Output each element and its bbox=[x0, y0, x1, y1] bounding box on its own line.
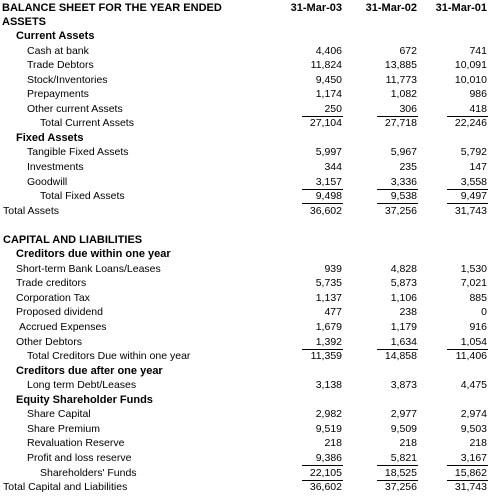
row-value: 36,602 bbox=[309, 481, 342, 494]
row-value: 344 bbox=[324, 160, 342, 173]
row-label: Accrued Expenses bbox=[19, 321, 107, 333]
table-row bbox=[0, 116, 493, 131]
total-rule bbox=[447, 116, 488, 117]
column-header-2002: 31-Mar-02 bbox=[365, 2, 417, 14]
table-row bbox=[0, 233, 493, 248]
row-value: 27,104 bbox=[309, 117, 342, 130]
row-value: 986 bbox=[469, 88, 487, 101]
row-value: 1,179 bbox=[390, 321, 417, 333]
row-value: 36,602 bbox=[309, 204, 342, 217]
row-label: Total Current Assets bbox=[40, 117, 134, 130]
table-row bbox=[0, 451, 493, 466]
row-label: Total Fixed Assets bbox=[40, 190, 125, 203]
row-value: 31,743 bbox=[454, 204, 487, 217]
table-row bbox=[0, 393, 493, 408]
row-value: 218 bbox=[324, 437, 342, 450]
row-value: 218 bbox=[399, 437, 417, 450]
total-rule bbox=[302, 189, 343, 190]
row-value: 418 bbox=[469, 102, 487, 115]
table-row bbox=[0, 378, 493, 393]
row-label: Proposed dividend bbox=[16, 306, 103, 319]
total-rule bbox=[447, 480, 488, 481]
total-rule bbox=[377, 349, 418, 350]
row-value: 5,873 bbox=[390, 277, 417, 290]
table-row bbox=[0, 335, 493, 350]
table-row bbox=[0, 160, 493, 175]
sheet-title bbox=[2, 1, 242, 29]
row-value: 9,386 bbox=[315, 451, 342, 464]
row-value: 15,862 bbox=[454, 466, 487, 479]
row-value: 3,138 bbox=[315, 379, 342, 392]
row-label: CAPITAL AND LIABILITIES bbox=[3, 233, 143, 246]
table-row bbox=[0, 436, 493, 451]
total-rule bbox=[302, 203, 343, 204]
row-value: 218 bbox=[469, 437, 487, 450]
row-value: 0 bbox=[481, 306, 487, 319]
row-value: 1,106 bbox=[390, 291, 417, 304]
total-rule bbox=[302, 349, 343, 350]
row-value: 31,743 bbox=[454, 481, 487, 494]
row-value: 4,406 bbox=[315, 44, 342, 57]
row-label: Equity Shareholder Funds bbox=[16, 393, 153, 406]
row-label: Goodwill bbox=[27, 175, 68, 188]
row-value: 4,828 bbox=[390, 262, 417, 275]
row-value: 18,525 bbox=[384, 466, 417, 479]
row-value: 11,359 bbox=[310, 350, 342, 363]
table-row bbox=[0, 364, 493, 379]
row-label: Revaluation Reserve bbox=[27, 437, 125, 450]
row-value: 2,982 bbox=[315, 408, 342, 421]
row-value: 9,498 bbox=[315, 190, 342, 203]
row-label: Other Debtors bbox=[16, 335, 82, 348]
row-label: Total Creditors Due within one year bbox=[27, 350, 191, 363]
row-value: 885 bbox=[469, 291, 487, 304]
row-label: Share Premium bbox=[27, 422, 100, 435]
row-value: 1,679 bbox=[315, 321, 342, 333]
row-value: 7,021 bbox=[460, 277, 487, 290]
row-label: Creditors due within one year bbox=[16, 248, 171, 261]
row-value: 1,530 bbox=[460, 262, 487, 275]
total-rule bbox=[377, 116, 418, 117]
row-value: 13,885 bbox=[384, 59, 417, 72]
row-value: 9,519 bbox=[315, 422, 342, 435]
row-value: 741 bbox=[469, 44, 487, 57]
table-row bbox=[0, 102, 493, 117]
column-header-2001: 31-Mar-01 bbox=[435, 2, 487, 14]
row-value: 2,977 bbox=[390, 408, 417, 421]
row-label: Shareholders' Funds bbox=[40, 466, 137, 479]
table-row bbox=[0, 29, 493, 44]
row-value: 672 bbox=[399, 44, 417, 57]
row-value: 11,406 bbox=[455, 350, 487, 363]
table-row bbox=[0, 480, 493, 495]
row-value: 5,735 bbox=[315, 277, 342, 290]
row-value: 1,082 bbox=[390, 88, 417, 101]
table-row bbox=[0, 349, 493, 364]
row-label: Trade Debtors bbox=[27, 59, 94, 72]
row-label: Current Assets bbox=[16, 30, 95, 42]
row-label: Other current Assets bbox=[27, 102, 123, 115]
row-label: Cash at bank bbox=[27, 44, 89, 57]
row-value: 250 bbox=[324, 102, 342, 115]
row-label: Tangible Fixed Assets bbox=[27, 146, 129, 159]
row-label: Investments bbox=[27, 160, 84, 173]
table-row bbox=[0, 175, 493, 190]
row-value: 10,091 bbox=[454, 59, 487, 72]
total-rule bbox=[447, 189, 488, 190]
table-row bbox=[0, 422, 493, 437]
row-value: 1,174 bbox=[315, 88, 342, 101]
total-rule bbox=[377, 480, 418, 481]
row-label: Total Assets bbox=[3, 204, 60, 217]
row-value: 2,974 bbox=[460, 408, 487, 421]
column-header-2003: 31-Mar-03 bbox=[290, 2, 342, 14]
row-value: 5,967 bbox=[390, 146, 417, 159]
table-row bbox=[0, 44, 493, 59]
row-label: Short-term Bank Loans/Leases bbox=[16, 262, 161, 275]
row-value: 5,792 bbox=[460, 146, 487, 159]
row-label: Fixed Assets bbox=[16, 131, 84, 144]
row-label: Creditors due after one year bbox=[16, 364, 163, 377]
row-value: 916 bbox=[469, 321, 487, 333]
table-row bbox=[0, 407, 493, 422]
row-value: 10,010 bbox=[454, 73, 487, 86]
row-label: Stock/Inventories bbox=[27, 73, 108, 86]
row-value: 5,821 bbox=[390, 451, 417, 464]
row-label: Corporation Tax bbox=[16, 291, 90, 304]
row-value: 37,256 bbox=[384, 204, 417, 217]
total-rule bbox=[302, 116, 343, 117]
table-row bbox=[0, 466, 493, 481]
row-value: 9,509 bbox=[390, 422, 417, 435]
row-value: 3,336 bbox=[390, 175, 417, 188]
table-row bbox=[0, 276, 493, 291]
total-rule bbox=[377, 189, 418, 190]
row-value: 3,558 bbox=[460, 175, 487, 188]
total-rule bbox=[302, 480, 343, 481]
total-rule bbox=[447, 203, 488, 204]
row-value: 37,256 bbox=[384, 481, 417, 494]
row-value: 238 bbox=[399, 306, 417, 319]
row-value: 1,054 bbox=[460, 335, 487, 348]
row-value: 235 bbox=[399, 160, 417, 173]
table-row bbox=[0, 218, 493, 233]
table-row bbox=[0, 204, 493, 219]
row-value: 5,997 bbox=[315, 146, 342, 159]
row-value: 3,157 bbox=[315, 175, 342, 188]
row-label: Long term Debt/Leases bbox=[27, 379, 137, 392]
total-rule bbox=[447, 349, 488, 350]
row-value: 1,137 bbox=[315, 291, 342, 304]
row-value: 306 bbox=[399, 102, 417, 115]
row-value: 9,538 bbox=[390, 190, 417, 203]
table-row bbox=[0, 291, 493, 306]
row-value: 27,718 bbox=[384, 117, 417, 130]
row-value: 14,858 bbox=[384, 350, 417, 363]
table-row bbox=[0, 189, 493, 204]
row-value: 11,773 bbox=[385, 73, 417, 86]
row-value: 4,475 bbox=[460, 379, 487, 392]
row-value: 1,392 bbox=[315, 335, 342, 348]
row-value: 9,497 bbox=[460, 190, 487, 203]
table-row bbox=[0, 131, 493, 146]
title-line-1: BALANCE SHEET FOR THE YEAR ENDED bbox=[2, 2, 222, 14]
row-value: 1,634 bbox=[390, 335, 417, 348]
row-value: 9,503 bbox=[460, 422, 487, 435]
table-row bbox=[0, 262, 493, 277]
total-rule bbox=[302, 465, 343, 466]
row-value: 22,105 bbox=[309, 466, 342, 479]
total-rule bbox=[377, 203, 418, 204]
table-row bbox=[0, 305, 493, 320]
row-value: 939 bbox=[324, 262, 342, 275]
row-label: Profit and loss reserve bbox=[27, 451, 132, 464]
row-label: Share Capital bbox=[27, 408, 91, 421]
total-rule bbox=[377, 465, 418, 466]
row-value: 3,873 bbox=[390, 379, 417, 392]
row-value: 9,450 bbox=[315, 73, 342, 86]
row-value: 3,167 bbox=[460, 451, 487, 464]
row-label: Total Capital and Liabilities bbox=[3, 481, 128, 494]
table-row bbox=[0, 320, 493, 335]
row-label: Trade creditors bbox=[16, 277, 87, 290]
row-value: 477 bbox=[324, 306, 342, 319]
row-value: 11,824 bbox=[310, 59, 342, 72]
row-label: Prepayments bbox=[27, 88, 89, 101]
row-value: 147 bbox=[469, 160, 487, 173]
table-row bbox=[0, 73, 493, 88]
table-row bbox=[0, 247, 493, 262]
table-row bbox=[0, 87, 493, 102]
table-row bbox=[0, 145, 493, 160]
table-row bbox=[0, 58, 493, 73]
row-value: 22,246 bbox=[454, 117, 487, 130]
total-rule bbox=[447, 465, 488, 466]
title-line-2: ASSETS bbox=[2, 16, 47, 28]
